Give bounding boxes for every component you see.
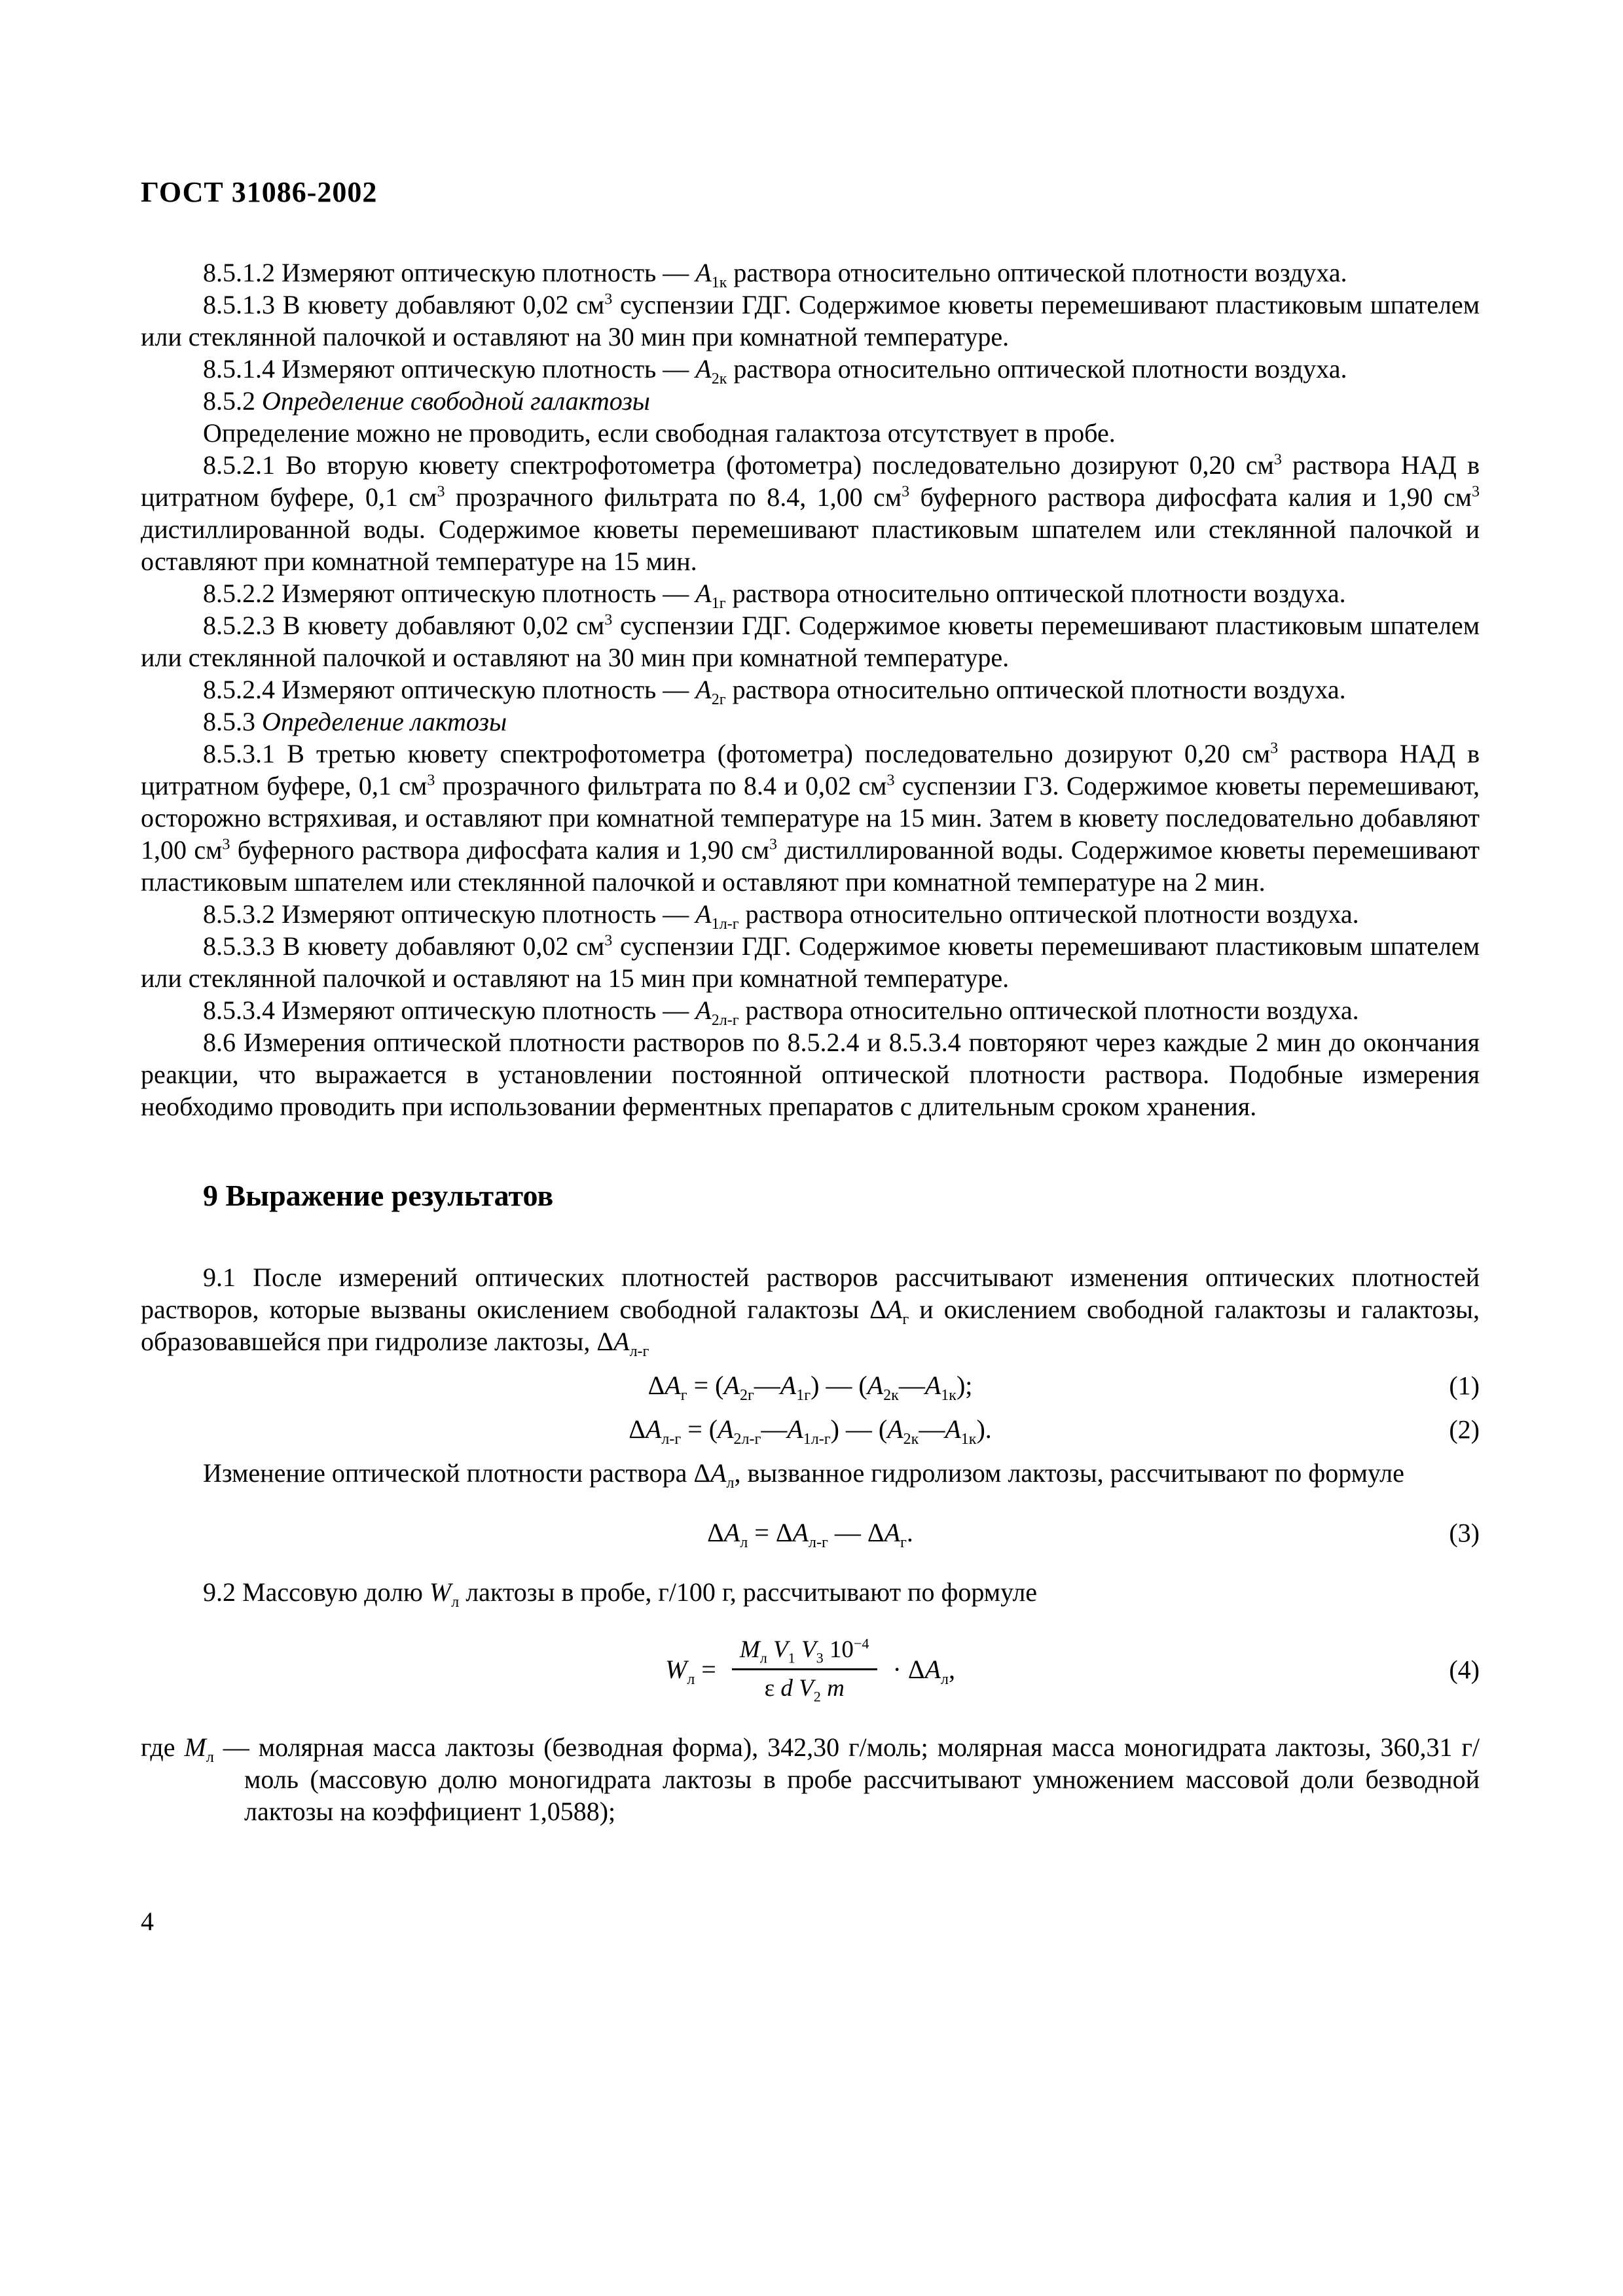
para-8-5-3-4: 8.5.3.4 Измеряют оптическую плотность — $A_{2л-г}$ раствора относительно оптической плотности воздуха. — [203, 996, 1359, 1029]
formula-4-numerator: $M_л$ $V_1$ $V_3$ $10^{-4}$ — [732, 1636, 877, 1670]
para-9-2: 9.2 Массовую долю $W_л$ лактозы в пробе, г/100 г, рассчитывают по формуле — [203, 1577, 1038, 1611]
formula-3-expression: $\Delta A_л = \Delta A_{л-г}$ — $\Delta A_г$. — [707, 1518, 913, 1551]
formula-4-rhs: · $\Delta A_л$, — [892, 1655, 955, 1689]
formula-1-expression: $\Delta A_г$ = $(A_{2г}—A_{1г})$ — $(A_{2к}—A_{1к})$; — [647, 1371, 973, 1404]
para-9-1: 9.1 После измерений оптических плотностей растворов рассчитывают изменения оптических плотностей растворов, которые вызваны окислением свободной галактозы $\Delta A_г$ и окислением свободной галактозы и галактозы, образовавшейся при гидролизе лактозы, $\Delta A_{л-г}$ — [141, 1263, 1480, 1360]
para-delta-a-l: Изменение оптической плотности раствора $\Delta A_л$, вызванное гидролизом лактозы, рассчитывают по формуле — [203, 1458, 1404, 1492]
para-8-5-2-1: 8.5.2.1 Во вторую кювету спектрофотометра (фотометра) последовательно дозируют 0,20 $см^3$ раствора НАД в цитратном буфере, 0,1 $см^3$ прозрачного фильтрата по 8.4, 1,00 $см^3$ буферного раствора дифосфата калия и 1,90 $см^3$ дистиллированной воды. Содержимое кюветы перемешивают пластиковым шпателем или стеклянной палочкой и оставляют при комнатной температуре на 15 мин. — [141, 450, 1480, 576]
formula-4-lhs: $W_л$ = — [665, 1655, 716, 1689]
para-8-5-2-3: 8.5.2.3 В кювету добавляют 0,02 $см^3$ суспензии ГДГ. Содержимое кюветы перемешивают пластиковым шпателем или стеклянной палочкой и оставляют на 30 мин при комнатной температуре. — [141, 611, 1480, 672]
formula-4-number: (4) — [1449, 1655, 1480, 1685]
formula-2-expression: $\Delta A_{л-г}$ = $(A_{2л-г}—A_{1л-г})$ — $(A_{2к}—A_{1к})$. — [629, 1414, 992, 1448]
formula-3-number: (3) — [1449, 1518, 1480, 1547]
subclause-8-5-2-title: 8.5.2 Определение свободной галактозы — [203, 386, 650, 416]
formula-2-number: (2) — [1449, 1414, 1480, 1444]
para-8-5-3-3: 8.5.3.3 В кювету добавляют 0,02 $см^3$ суспензии ГДГ. Содержимое кюветы перемешивают пластиковым шпателем или стеклянной палочкой и оставляют на 15 мин при комнатной температуре. — [141, 931, 1480, 993]
para-8-5-1-2: 8.5.1.2 Измеряют оптическую плотность — $A_{1к}$ раствора относительно оптической плотности воздуха. — [203, 258, 1347, 291]
para-8-5-2-note: Определение можно не проводить, если свободная галактоза отсутствует в пробе. — [203, 418, 1116, 448]
para-8-5-3-1: 8.5.3.1 В третью кювету спектрофотометра (фотометра) последовательно дозируют 0,20 $см^3$ раствора НАД в цитратном буфере, 0,1 $см^3$ прозрачного фильтрата по 8.4 и 0,02 $см^3$ суспензии ГЗ. Содержимое кюветы перемешивают, осторожно встряхивая, и оставляют при комнатной температуре на 15 мин. Затем в кювету последовательно добавляют 1,00 $см^3$ буферного раствора дифосфата калия и 1,90 $см^3$ дистиллированной воды. Содержимое кюветы перемешивают пластиковым шпателем или стеклянной палочкой и оставляют при комнатной температуре на 2 мин. — [141, 739, 1480, 897]
formula-4-fraction — [732, 1636, 877, 1704]
page-number: 4 — [141, 1906, 154, 1936]
para-8-5-2-4: 8.5.2.4 Измеряют оптическую плотность — $A_{2г}$ раствора относительно оптической плотности воздуха. — [203, 675, 1346, 708]
para-8-6: 8.6 Измерения оптической плотности растворов по 8.5.2.4 и 8.5.3.4 повторяют через каждые 2 мин до окончания реакции, что выражается в установлении постоянной оптической плотности раствора. Подобные измерения необходимо проводить при использовании ферментных препаратов с длительным сроком хранения. — [141, 1028, 1480, 1121]
para-8-5-1-4: 8.5.1.4 Измеряют оптическую плотность — $A_{2к}$ раствора относительно оптической плотности воздуха. — [203, 354, 1347, 387]
where-clause: где $M_л$ — молярная масса лактозы (безводная форма), 342,30 г/моль; молярная масса моногидрата лактозы, 360,31 г/моль (массовую долю моногидрата лактозы в пробе рассчитывают умножением массовой доли безводной лактозы на коэффициент 1,0588); — [141, 1732, 1480, 1826]
document-standard-number: ГОСТ 31086-2002 — [141, 176, 378, 208]
formula-4-expression — [665, 1636, 955, 1704]
formula-1 — [141, 1369, 1480, 1404]
para-8-5-1-3: 8.5.1.3 В кювету добавляют 0,02 $см^3$ суспензии ГДГ. Содержимое кюветы перемешивают пластиковым шпателем или стеклянной палочкой и оставляют на 30 мин при комнатной температуре. — [141, 290, 1480, 351]
para-8-5-3-2: 8.5.3.2 Измеряют оптическую плотность — $A_{1л-г}$ раствора относительно оптической плотности воздуха. — [203, 899, 1359, 933]
subclause-8-5-3-title: 8.5.3 Определение лактозы — [203, 707, 507, 736]
para-8-5-2-2: 8.5.2.2 Измеряют оптическую плотность — $A_{1г}$ раствора относительно оптической плотности воздуха. — [203, 579, 1346, 612]
formula-4 — [141, 1636, 1480, 1704]
section-9-heading: 9 Выражение результатов — [203, 1179, 554, 1212]
formula-4-denominator: ε d $V_2$ m — [764, 1675, 845, 1705]
formula-2 — [141, 1413, 1480, 1448]
page-content — [141, 257, 1480, 1937]
formula-1-number: (1) — [1449, 1371, 1480, 1400]
formula-3 — [141, 1516, 1480, 1549]
